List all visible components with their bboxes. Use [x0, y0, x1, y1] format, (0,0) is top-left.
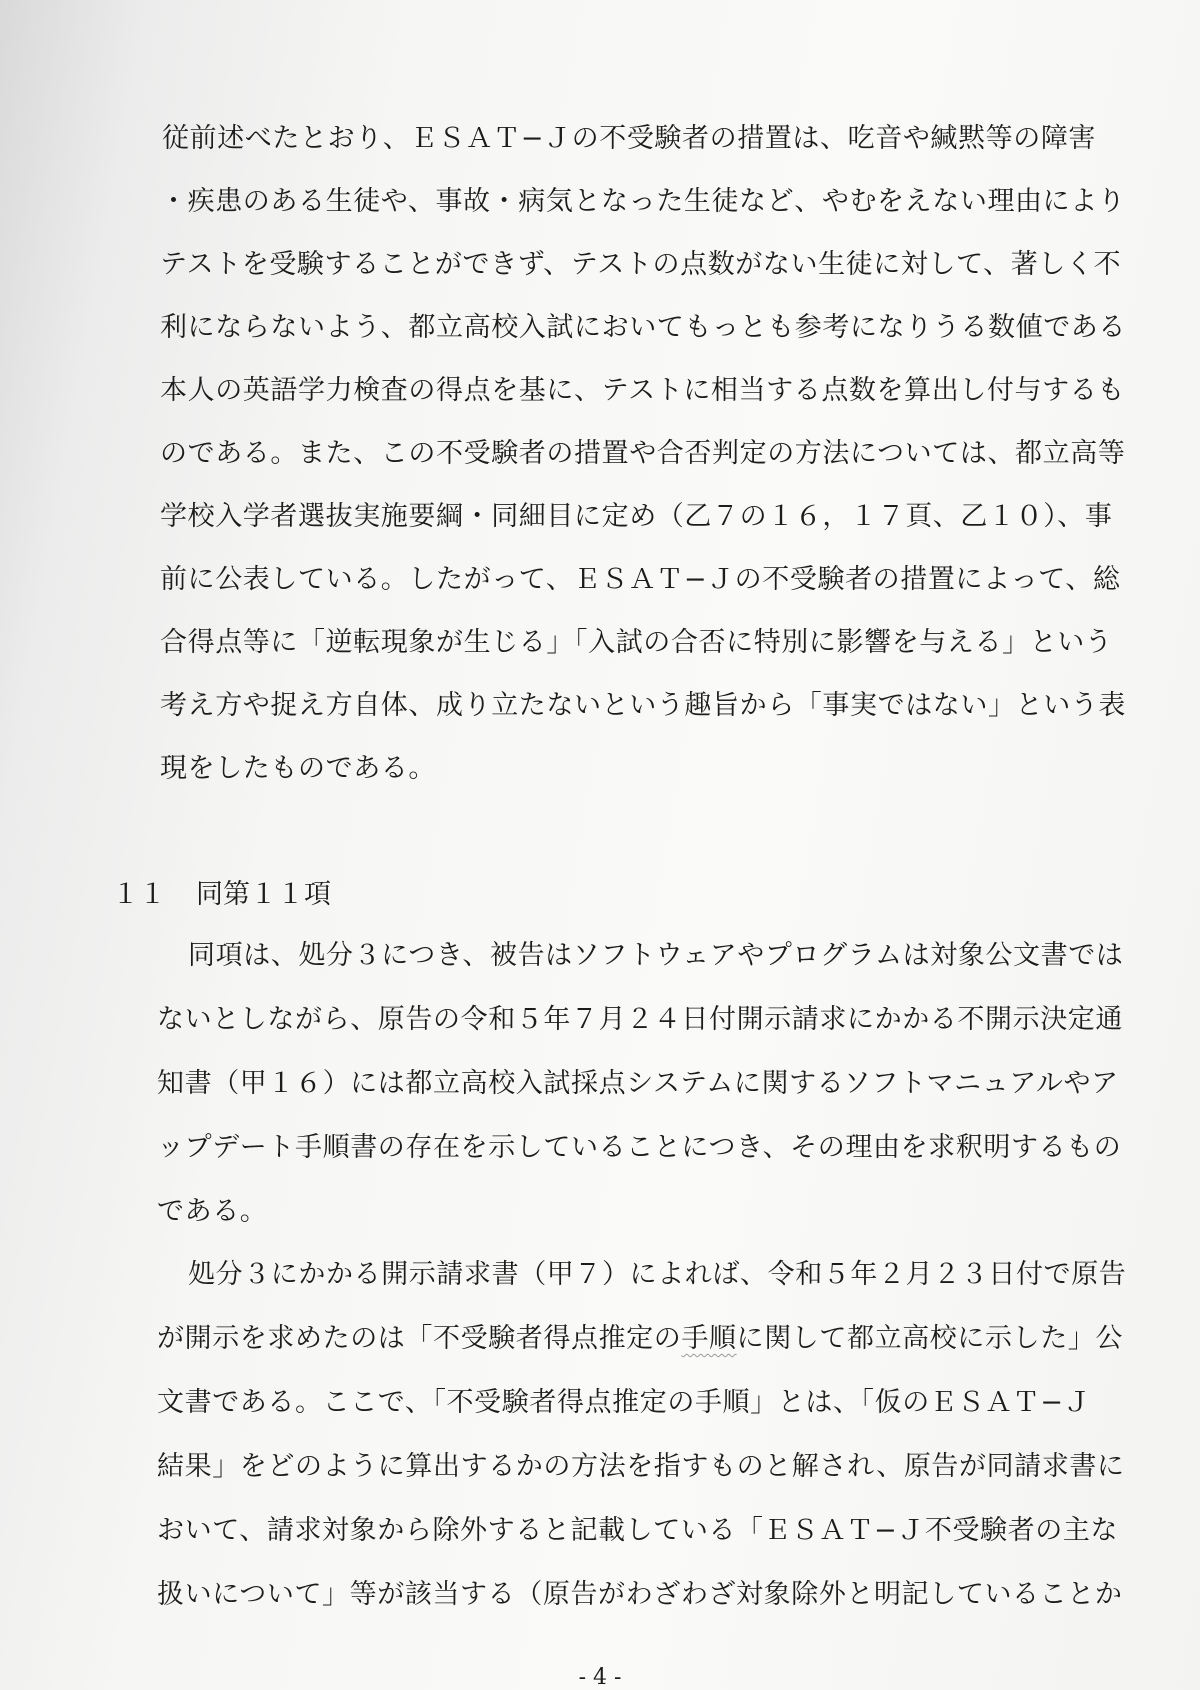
line-2-text-before: が開示を求めたのは「不受験者得点推定の [157, 1323, 682, 1354]
section-11-paragraph-b-line-1: 処分３にかかる開示請求書（甲７）によれば、令和５年２月２３日付で原告 [188, 1259, 1127, 1290]
paragraph-1-line-5: 本人の英語学力検査の得点を基に、テストに相当する点数を算出し付与するも [160, 375, 1125, 406]
section-11-number: １１ [112, 879, 166, 910]
paragraph-1-line-3: テストを受験することができず、テストの点数がない生徒に対して、著しく不 [160, 249, 1122, 280]
section-11-paragraph-b-line-5: おいて、請求対象から除外すると記載している「ＥＳＡＴ−Ｊ不受験者の主な [157, 1515, 1119, 1546]
section-11-paragraph-b-line-4: 結果」をどのように算出するかの方法を指すものと解され、原告が同請求書に [157, 1451, 1125, 1482]
line-2-text-after: に関して都立高校に示した」公 [736, 1323, 1124, 1354]
section-11-heading [112, 878, 331, 912]
wavy-underlined-term: 手順 [681, 1323, 737, 1354]
paragraph-1-line-10: 考え方や捉え方自体、成り立たないという趣旨から「事実ではない」という表 [160, 690, 1126, 721]
section-11-paragraph-a-line-3: 知書（甲１６）には都立高校入試採点システムに関するソフトマニュアルやア [157, 1068, 1119, 1099]
section-11-paragraph-a-line-2: ないとしながら、原告の令和５年７月２４日付開示請求にかかる不開示決定通 [157, 1004, 1123, 1035]
page-number: - 4 - [578, 1665, 622, 1690]
section-11-title: 同第１１項 [196, 879, 331, 910]
section-11-paragraph-a-line-1: 同項は、処分３につき、被告はソフトウェアやプログラムは対象公文書では [188, 940, 1124, 971]
section-11-paragraph-a-line-4: ップデート手順書の存在を示していることにつき、その理由を求釈明するもの [157, 1132, 1122, 1163]
section-11-paragraph-b-line-2 [157, 1322, 1123, 1356]
paragraph-1-line-1: 従前述べたとおり、ＥＳＡＴ−Ｊの不受験者の措置は、吃音や緘黙等の障害 [162, 123, 1097, 154]
paragraph-1-line-9: 合得点等に「逆転現象が生じる」「入試の合否に特別に影響を与える」という [160, 627, 1113, 658]
paragraph-1-line-11: 現をしたものである。 [160, 753, 436, 784]
section-11-paragraph-a-line-5: である。 [157, 1196, 268, 1227]
paragraph-1-line-7: 学校入学者選抜実施要綱・同細目に定め（乙７の１６，１７頁、乙１０）、事 [160, 501, 1113, 532]
paragraph-1-line-2: ・疾患のある生徒や、事故・病気となった生徒など、やむをえない理由により [160, 186, 1126, 217]
paragraph-1-line-8: 前に公表している。したがって、ＥＳＡＴ−Ｊの不受験者の措置によって、総 [160, 564, 1121, 595]
section-11-paragraph-b-line-3: 文書である。ここで、「不受験者得点推定の手順」とは、「仮のＥＳＡＴ−Ｊ [157, 1387, 1092, 1418]
section-11-paragraph-b-line-6: 扱いについて」等が該当する（原告がわざわざ対象除外と明記していることか [157, 1579, 1123, 1610]
paragraph-1-line-4: 利にならないよう、都立高校入試においてもっとも参考になりうる数値である [160, 312, 1126, 343]
paragraph-1-line-6: のである。また、この不受験者の措置や合否判定の方法については、都立高等 [160, 438, 1126, 469]
